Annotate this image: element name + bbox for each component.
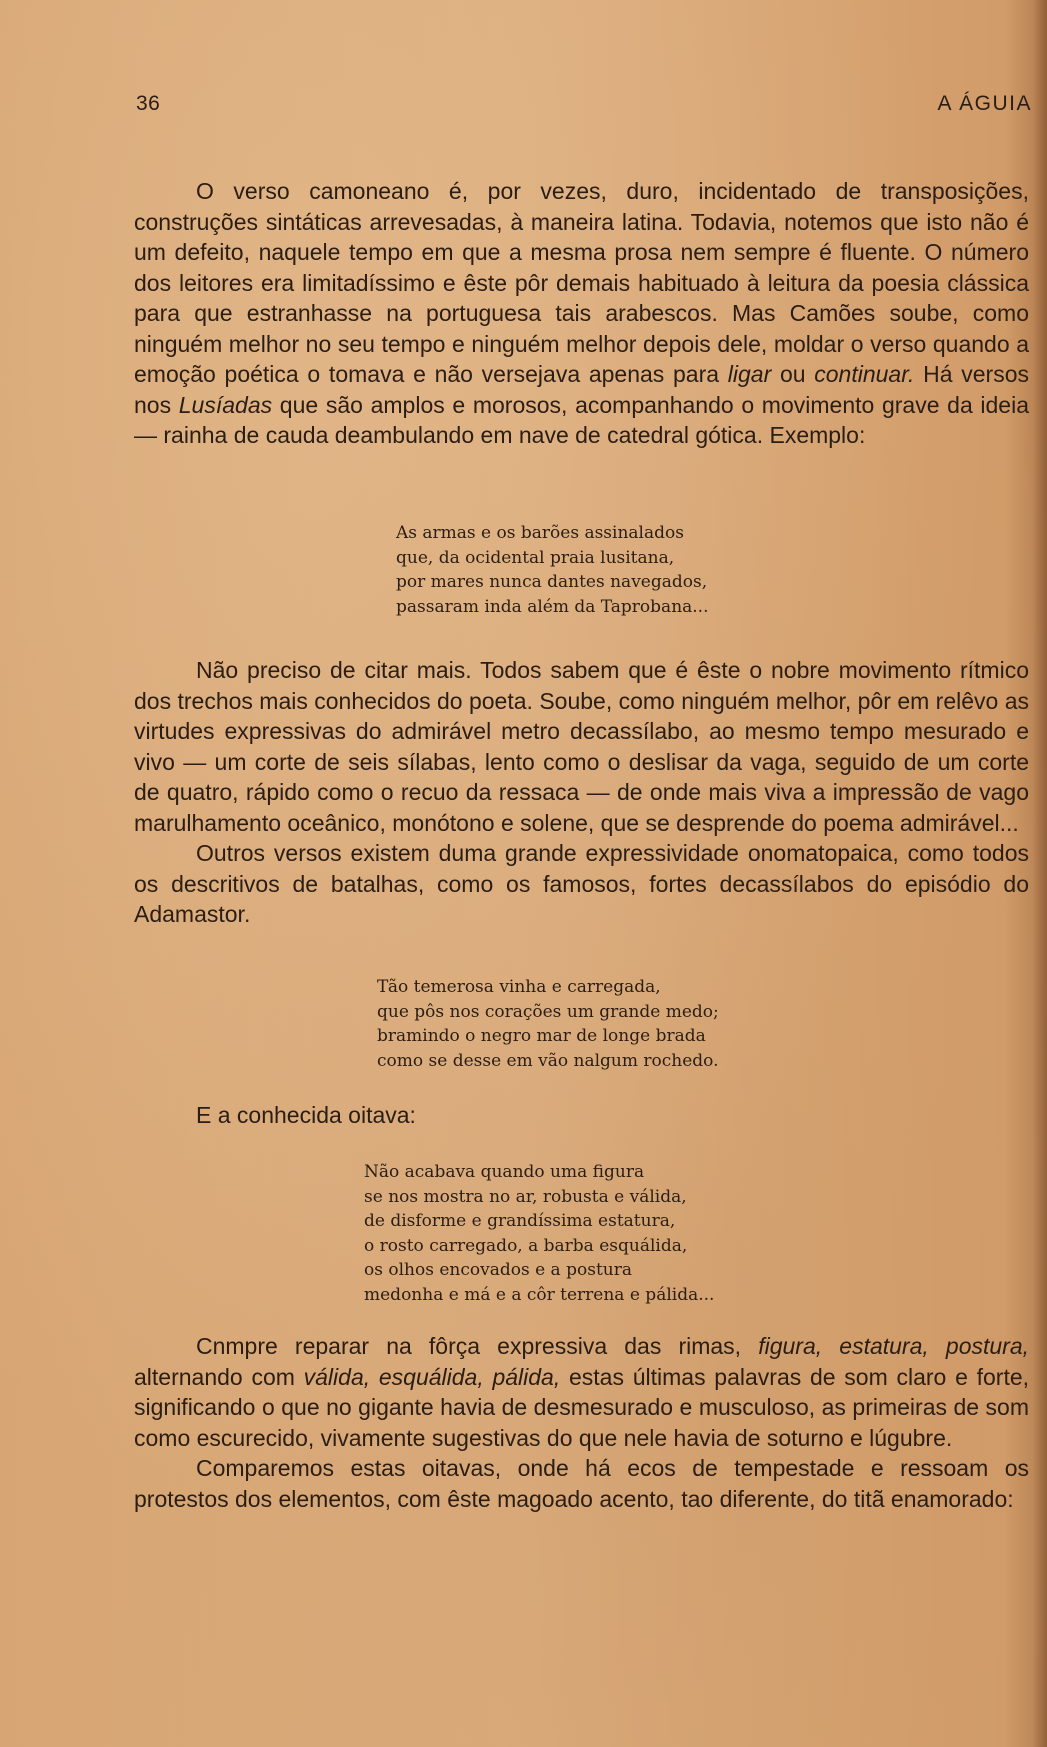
verse-line: por mares nunca dantes navegados, — [396, 572, 708, 592]
verse-line: como se desse em vão nalgum rochedo. — [377, 1050, 719, 1071]
paragraph-text: estas últimas palavras de som claro e forte, significando o que no gigante havia de desmesurado e musculoso, as primeiras de som como escurecido, vivamente sugestivas do que nele havia de soturno e lúgubre. — [134, 1363, 1030, 1451]
verse-line: Não acabava quando uma figura — [364, 1162, 645, 1182]
verse-line: medonha e má e a côr terrena e pálida... — [364, 1284, 715, 1305]
paragraph-text: ou — [779, 361, 806, 387]
verse-line: o rosto carregado, a barba esquálida, — [364, 1235, 688, 1256]
verse-line: se nos mostra no ar, robusta e válida, — [364, 1186, 687, 1207]
paragraph-text: Há versos nos — [134, 361, 1030, 418]
verse-quote-oitava — [364, 1160, 714, 1307]
paragraph-text: que são amplos e morosos, acompanhando o movimento grave da ideia — rainha de cauda deambulando em nave de catedral gótica. Exemplo: — [134, 391, 1029, 448]
verse-quote-adamastor — [377, 975, 719, 1073]
emphasis-continuar: continuar. — [814, 361, 915, 387]
intro-oitava — [196, 1100, 896, 1131]
journal-title: A ÁGUIA — [937, 92, 1032, 115]
verse-line: de disforme e grandíssima estatura, — [364, 1211, 676, 1231]
verse-line: bramindo o negro mar de longe brada — [377, 1026, 706, 1046]
emphasis-lusiadas: Lusíadas — [178, 391, 273, 418]
verse-line: os olhos encovados e a postura — [364, 1260, 632, 1280]
emphasis-rhymes-alida: válida, esquálida, pálida, — [303, 1363, 561, 1390]
verse-quote-armas — [396, 521, 708, 619]
verse-line: que pôs nos corações um grande medo; — [377, 1001, 719, 1022]
paragraph-text: alternando com — [134, 1363, 295, 1390]
paragraph-outros-versos: Outros versos existem duma grande expressividade onomatopaica, como todos os descritivos de batalhas, como os famosos, fortes decassílabos do episódio do Adamastor. — [134, 840, 1029, 927]
verse-line: As armas e os barões assinalados — [396, 523, 684, 543]
paragraph-camoneano — [134, 176, 1029, 451]
verse-line: que, da ocidental praia lusitana, — [396, 547, 675, 568]
page-number: 36 — [136, 92, 161, 115]
paragraph-nao-preciso — [134, 655, 1029, 930]
verse-line: Tão temerosa vinha e carregada, — [377, 977, 661, 997]
page-edge-shadow — [1033, 0, 1047, 1747]
paragraph-text: Não preciso de citar mais. Todos sabem que é êste o nobre movimento rítmico dos trechos mais conhecidos do poeta. Soube, como ninguém melhor, pôr em relêvo as virtudes expressivas do admirável metro decassílabo, ao mesmo tempo mesurado e vivo — um corte de seis sílabas, lento como o deslisar da vaga, seguido de um corte de quatro, rápido como o recuo da ressaca — de onde mais viva a impressão de vago marulhamento oceânico, monótono e solene, que se desprende do poema admirável... — [134, 657, 1029, 836]
paragraph-comparemos: Comparemos estas oitavas, onde há ecos de tempestade e ressoam os protestos dos elementos, com êste magoado acento, tao diferente, do titã enamorado: — [134, 1455, 1029, 1512]
verse-line: passaram inda além da Taprobana... — [396, 596, 709, 617]
emphasis-ligar: ligar — [727, 361, 772, 387]
paragraph-rimas — [134, 1331, 1029, 1514]
emphasis-rhymes-ura: figura, estatura, postura, — [758, 1333, 1030, 1359]
running-header — [136, 92, 1032, 120]
paragraph-text: O verso camoneano é, por vezes, duro, incidentado de transposições, construções sintáticas arrevesadas, à maneira latina. Todavia, notemos que isto não é um defeito, naquele tempo em que a mesma prosa nem sempre é fluente. O número dos leitores era limitadíssimo e êste pôr demais habituado à leitura da poesia clássica para que estranhasse na portuguesa tais arabescos. Mas Camões soube, como ninguém melhor no seu tempo e ninguém melhor depois dele, moldar o verso quando a emoção poética o tomava e não versejava apenas para — [134, 178, 1029, 387]
paragraph-text: Cnmpre reparar na fôrça expressiva das rimas, — [196, 1333, 742, 1359]
paragraph-text: E a conhecida oitava: — [196, 1102, 416, 1128]
